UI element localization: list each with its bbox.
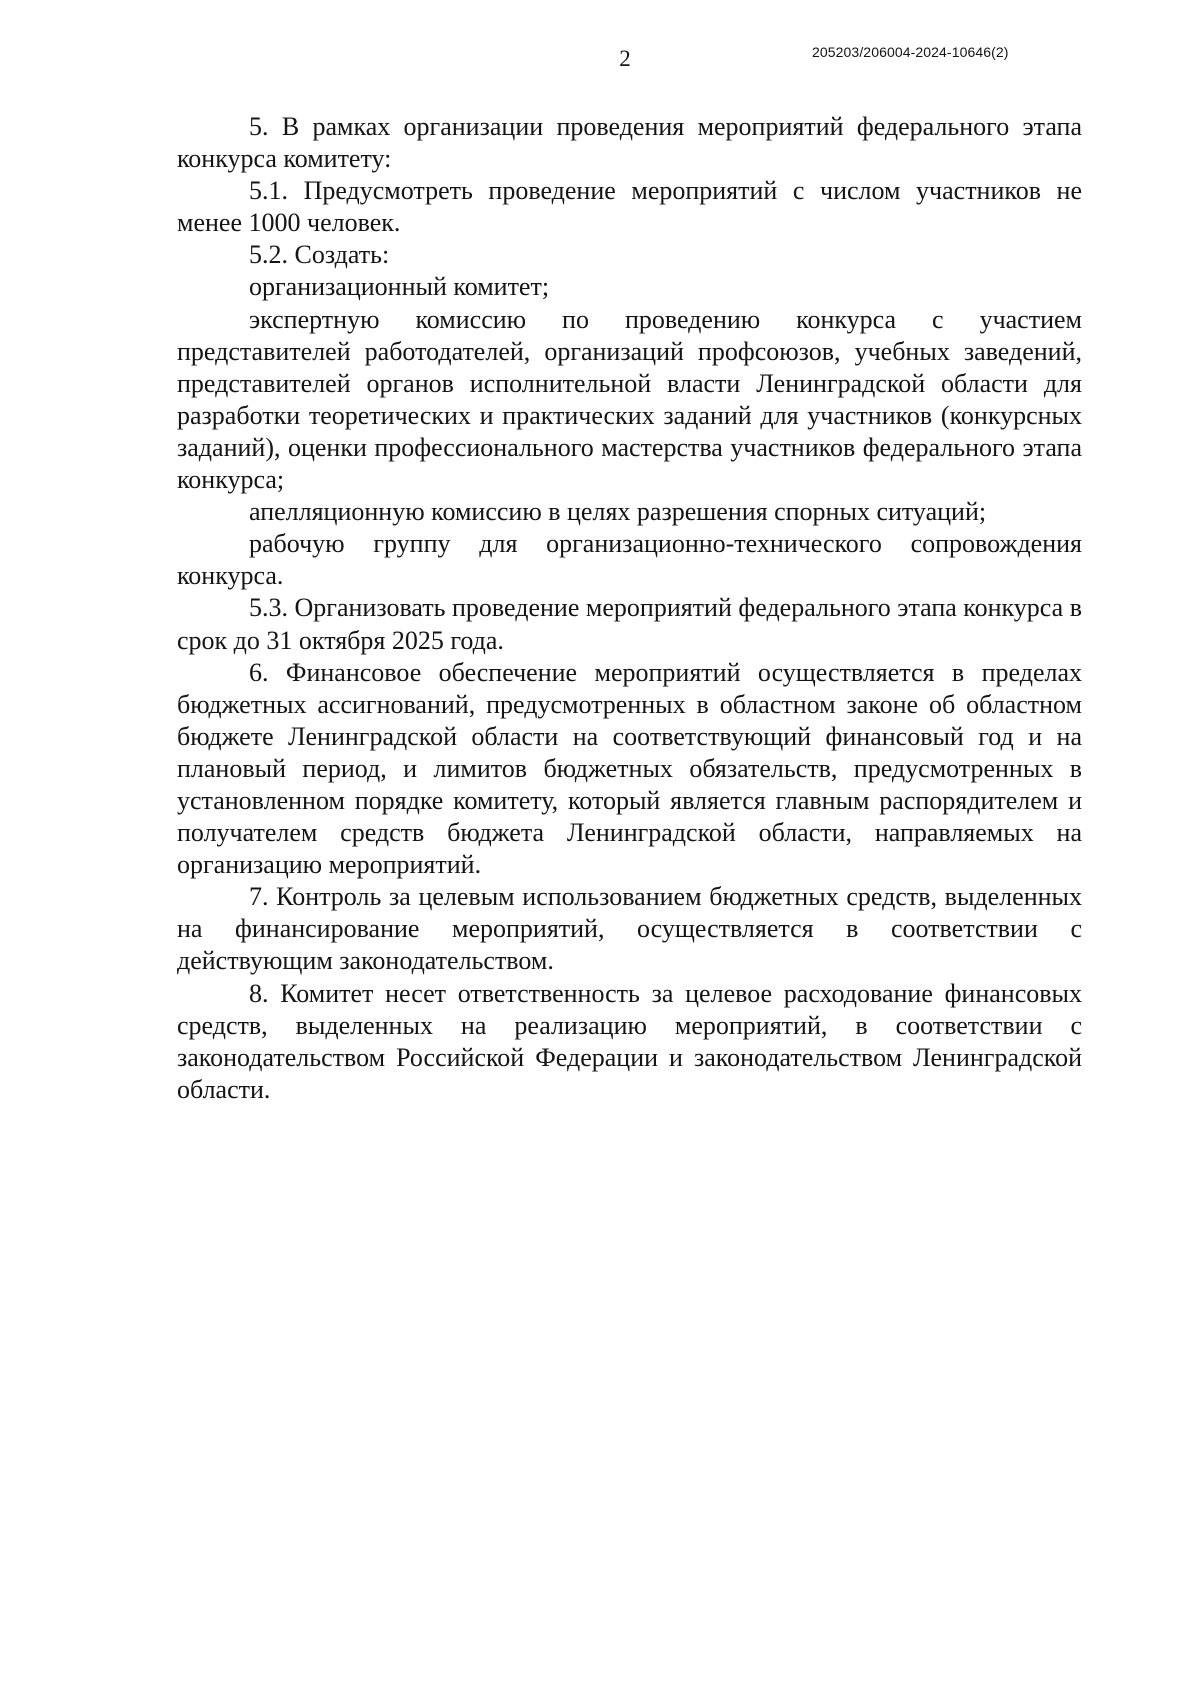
paragraph-5-3: 5.3. Организовать проведение мероприятий федерального этапа конкурса в срок до 31 октября 2025 года.	[177, 593, 1082, 655]
paragraph-7: 7. Контроль за целевым использованием бюджетных средств, выделенных на финансирование мероприятий, осуществляется в соответствии с действующим законодательством.	[177, 882, 1082, 976]
paragraph-8: 8. Комитет несет ответственность за целевое расходование финансовых средств, выделенных на реализацию мероприятий, в соответствии с законодательством Российской Федерации и законодательством Ленинградской области.	[177, 978, 1082, 1104]
paragraph-5-1: 5.1. Предусмотреть проведение мероприятий с числом участников не менее 1000 человек.	[177, 176, 1082, 238]
document-body	[177, 111, 1082, 1106]
paragraph-working-group: рабочую группу для организационно-технического сопровождения конкурса.	[177, 529, 1082, 591]
paragraph-5: 5. В рамках организации проведения мероприятий федерального этапа конкурса комитету:	[177, 112, 1082, 174]
paragraph-organizing-committee: организационный комитет;	[249, 272, 550, 302]
paragraph-6: 6. Финансовое обеспечение мероприятий осуществляется в пределах бюджетных ассигнований, предусмотренных в областном законе об областном бюджете Ленинградской области на соответствующий финансовый год и на плановый период, и лимитов бюджетных обязательств, предусмотренных в установленном порядке комитету, который является главным распорядителем и получателем средств бюджета Ленинградской области, направляемых на организацию мероприятий.	[177, 657, 1082, 880]
paragraph-appeal-commission: апелляционную комиссию в целях разрешения спорных ситуаций;	[249, 497, 987, 527]
paragraph-5-2: 5.2. Создать:	[249, 240, 390, 270]
page-number: 2	[619, 46, 631, 71]
paragraph-expert-commission: экспертную комиссию по проведению конкурса с участием представителей работодателей, организаций профсоюзов, учебных заведений, представителей органов исполнительной власти Ленинградской области для разработки теоретических и практических заданий для участников (конкурсных заданий), оценки профессионального мастерства участников федерального этапа конкурса;	[177, 304, 1082, 495]
document-registration-number: 205203/206004-2024-10646(2)	[812, 44, 1009, 60]
